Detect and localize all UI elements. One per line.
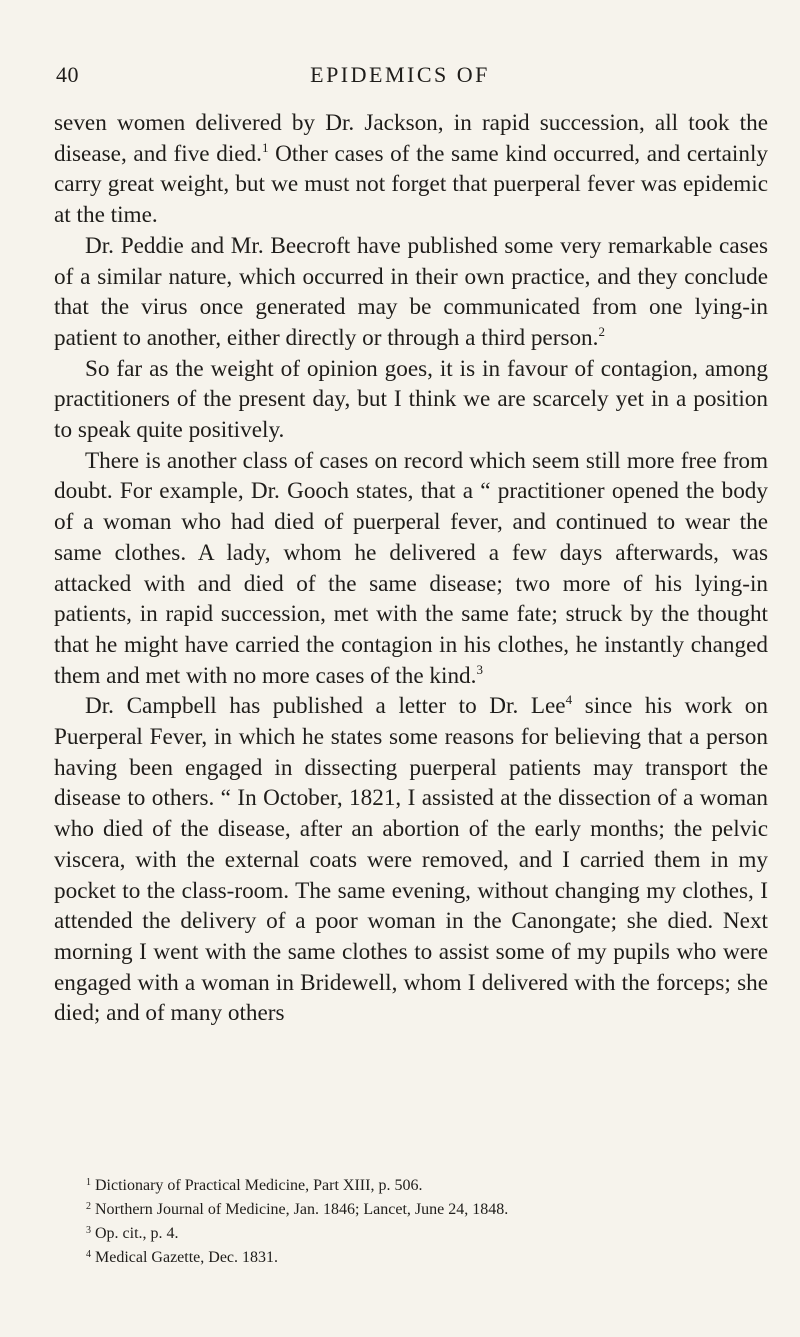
footnote-mark: 4 bbox=[86, 1249, 91, 1260]
page-number: 40 bbox=[56, 62, 79, 87]
footnote bbox=[86, 1172, 766, 1196]
footnotes bbox=[86, 1172, 766, 1268]
running-head-title: EPIDEMICS OF bbox=[310, 62, 490, 87]
footnote-mark: 1 bbox=[86, 1177, 91, 1188]
paragraph bbox=[54, 446, 768, 692]
footnote-text: Dictionary of Practical Medicine, Part XIII, p. 506. bbox=[95, 1177, 423, 1194]
footnote-mark: 2 bbox=[86, 1201, 91, 1212]
paragraph bbox=[54, 231, 768, 354]
footnote-mark: 3 bbox=[86, 1225, 91, 1236]
body-text bbox=[54, 108, 768, 1029]
paragraph-text: So far as the weight of opinion goes, it is in favour of contagion, among practitioners of the present day, but I think we are scarcely yet in a position to speak quite positively. bbox=[54, 355, 768, 444]
paragraph bbox=[54, 691, 768, 1029]
footnote-text: Op. cit., p. 4. bbox=[95, 1225, 179, 1242]
footnote bbox=[86, 1244, 766, 1268]
paragraph-text: since his work on Puerperal Fever, in which he states some reasons for believing that a person having been engaged in dissecting puerperal patients may transport the disease to others. “ In October, 1821, I assisted at the dissection of a woman who died of the disease, after an abortion of the early months; the pelvic viscera, with the external coats were removed, and I carried them in my pocket to the class-room. The same evening, without changing my clothes, I attended the delivery of a poor woman in the Canongate; she died. Next morning I went with the same clothes to assist some of my pupils who were engaged with a woman in Bridewell, whom I delivered with the forceps; she died; and of many others bbox=[54, 693, 768, 1027]
paragraph-text: Dr. Campbell has published a letter to Dr. Lee bbox=[85, 693, 566, 720]
footnote-reference: 2 bbox=[598, 323, 605, 339]
paragraph bbox=[54, 354, 768, 446]
paragraph-text: Dr. Peddie and Mr. Beecroft have published some very remarkable cases of a similar nature, which occurred in their own practice, and they conclude that the virus once generated may be communicated from one lying-in patient to another, either directly or through a third person. bbox=[54, 232, 768, 351]
paragraph bbox=[54, 108, 768, 231]
footnote-text: Northern Journal of Medicine, Jan. 1846; Lancet, June 24, 1848. bbox=[95, 1201, 509, 1218]
paragraph-text: seven women delivered by Dr. Jackson, in rapid succession, all took the disease, and five died. bbox=[54, 110, 768, 167]
footnote bbox=[86, 1196, 766, 1220]
footnote-text: Medical Gazette, Dec. 1831. bbox=[95, 1249, 279, 1266]
paragraph-text: There is another class of cases on record which seem still more free from doubt. For example, Dr. Gooch states, that a “ practitioner opened the body of a woman who had died of puerperal fever, and continued to wear the same clothes. A lady, whom he delivered a few days afterwards, was attacked with and died of the same disease; two more of his lying-in patients, in rapid succession, met with the same fate; struck by the thought that he might have carried the contagion in his clothes, he instantly changed them and met with no more cases of the kind. bbox=[54, 447, 768, 689]
footnote-reference: 3 bbox=[476, 661, 483, 677]
footnote bbox=[86, 1220, 766, 1244]
paragraph-text: Other cases of the same kind occurred, and certainly carry great weight, but we must not forget that puerperal fever was epidemic at the time. bbox=[54, 140, 768, 229]
footnote-reference: 1 bbox=[261, 139, 269, 155]
footnote-reference: 4 bbox=[565, 692, 573, 708]
